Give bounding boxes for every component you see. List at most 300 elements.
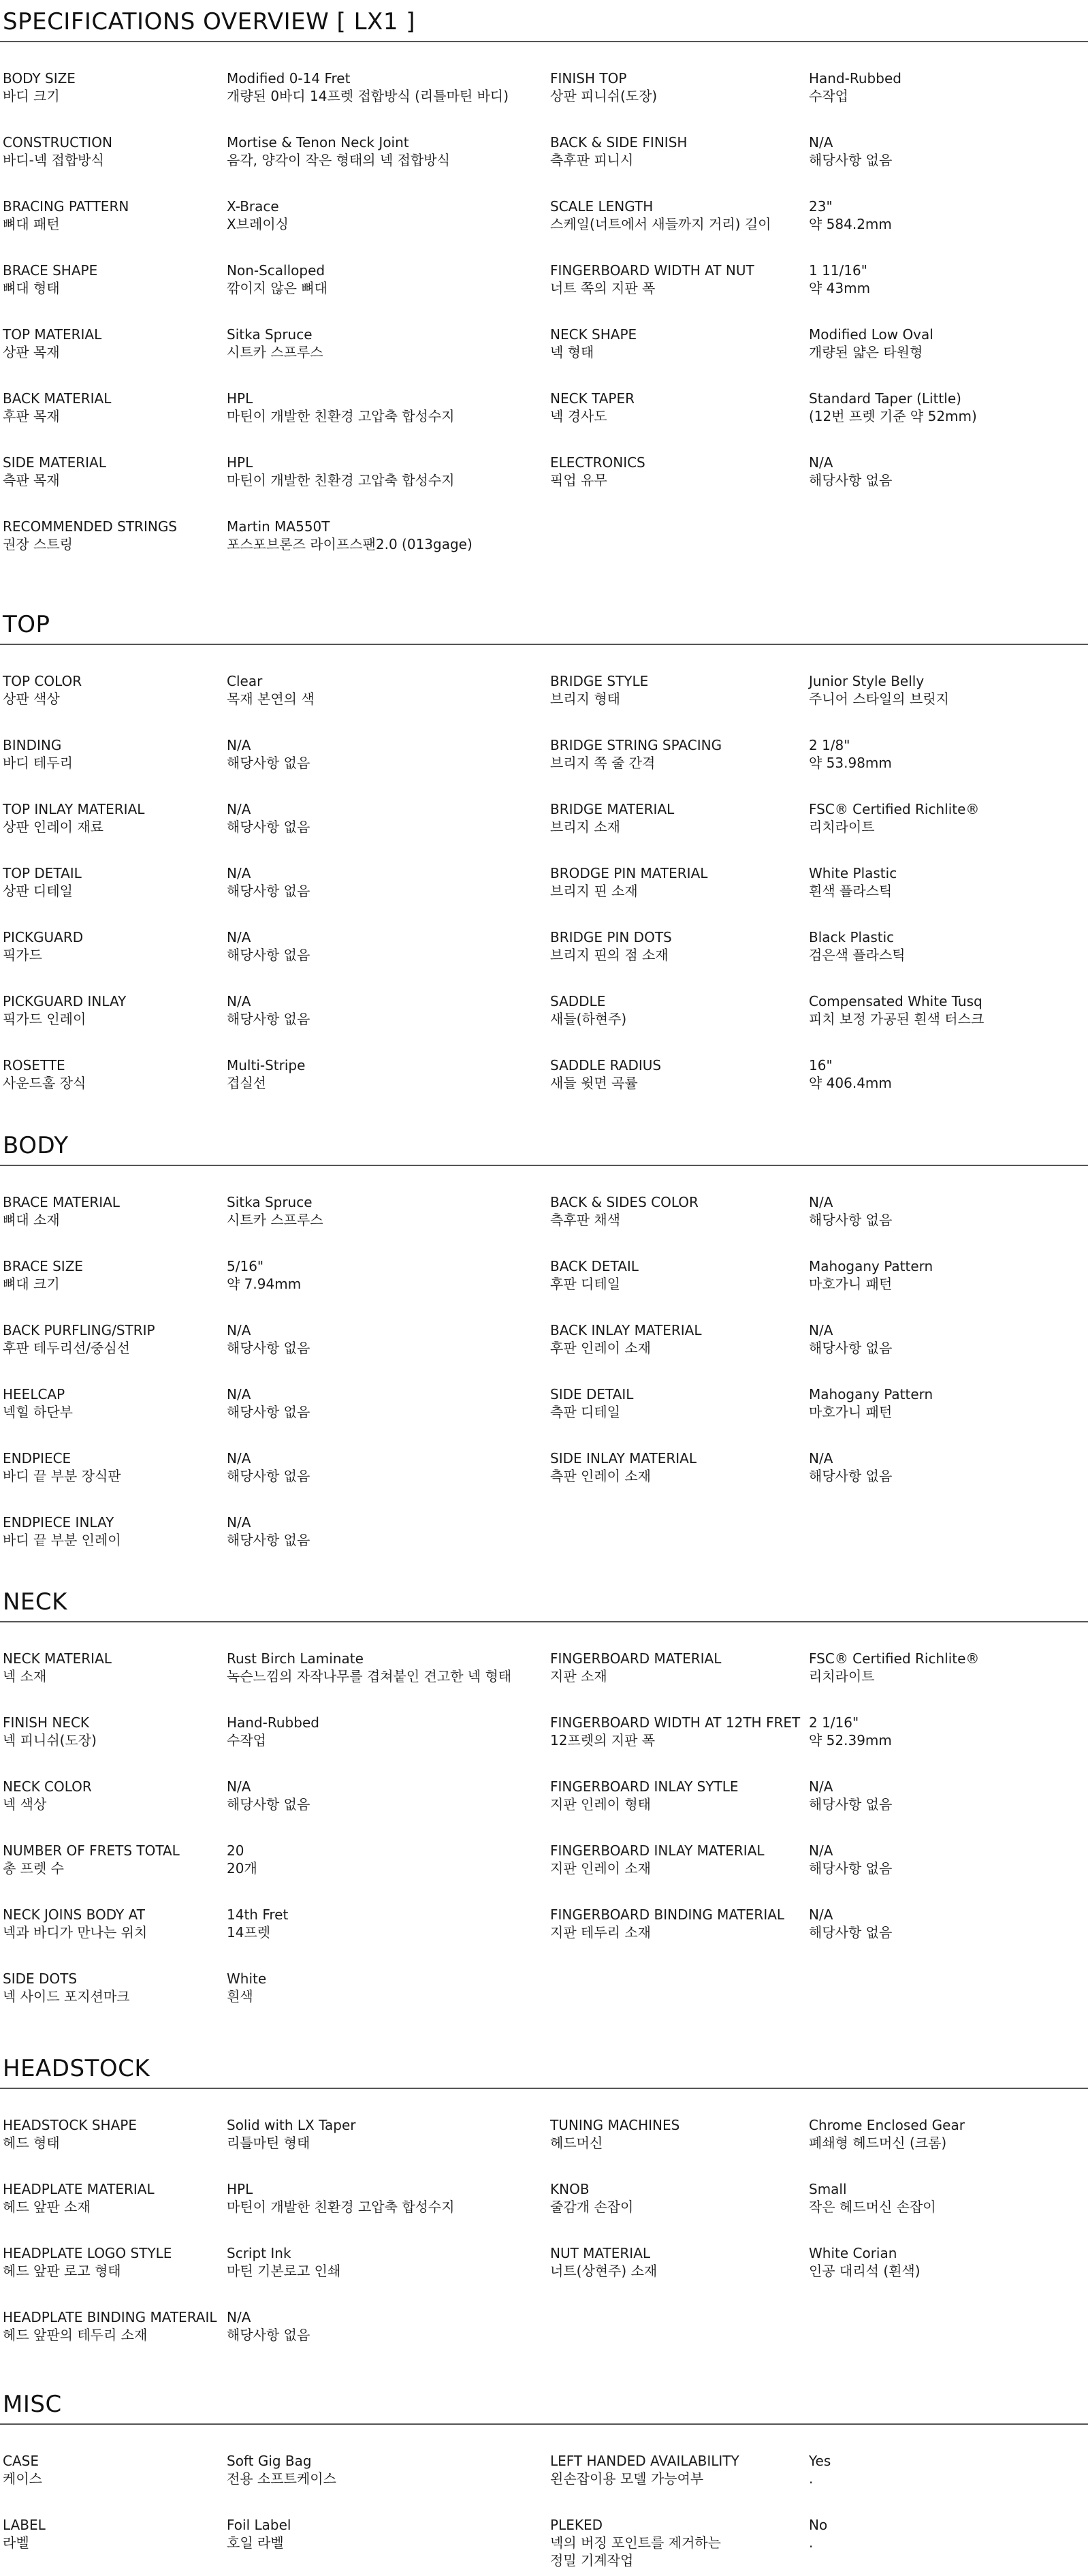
spec-label: [550, 800, 674, 836]
spec-label-primary: SIDE INLAY MATERIAL: [550, 1450, 697, 1466]
spec-row: [0, 928, 1088, 969]
spec-value: [227, 2308, 310, 2344]
spec-label-primary: ELECTRONICS: [550, 454, 645, 471]
spec-value-primary: Mahogany Pattern: [809, 1258, 933, 1274]
spec-label: [3, 262, 97, 297]
spec-label: [3, 2452, 42, 2487]
section-neck: [0, 1588, 1088, 2005]
spec-label: [3, 736, 73, 772]
spec-value-primary: Soft Gig Bag: [227, 2453, 312, 2469]
spec-row: [0, 2180, 1088, 2221]
spec-value-korean: (12번 프렛 기준 약 52mm): [809, 408, 977, 424]
spec-value-primary: N/A: [227, 993, 251, 1009]
spec-value-korean: 흰색 플라스틱: [809, 883, 893, 899]
spec-label-primary: TOP DETAIL: [3, 865, 82, 881]
spec-label: [3, 928, 83, 964]
spec-value: [227, 1970, 266, 2005]
spec-value: [227, 262, 327, 297]
spec-label: [3, 1257, 83, 1293]
spec-value: [227, 1778, 310, 1813]
spec-row: [0, 2244, 1088, 2285]
spec-value-korean: X브레이싱: [227, 216, 289, 232]
spec-value-primary: Script Ink: [227, 2245, 291, 2261]
spec-value-korean: 마틴이 개발한 친환경 고압축 합성수지: [227, 408, 455, 424]
spec-value: [227, 992, 310, 1028]
spec-value: [227, 1257, 301, 1293]
spec-value-korean: 14프렛: [227, 1924, 271, 1941]
spec-value: [809, 992, 984, 1028]
spec-value-primary: Standard Taper (Little): [809, 390, 961, 407]
spec-value: [809, 1842, 892, 1877]
spec-row: [0, 1449, 1088, 1490]
spec-label-primary: BRIDGE STYLE: [550, 673, 649, 689]
spec-label-korean: 후판 디테일: [550, 1276, 620, 1292]
section-top: [0, 611, 1088, 1091]
spec-value-primary: N/A: [227, 1322, 251, 1338]
spec-value-korean: 수작업: [809, 88, 848, 104]
section-title: HEADSTOCK: [3, 2055, 150, 2082]
spec-value-korean: 흰색: [227, 1988, 253, 2005]
spec-label-korean: 픽업 유무: [550, 472, 607, 488]
spec-label-korean: 브리지 형태: [550, 691, 620, 707]
spec-value-primary: FSC® Certified Richlite®: [809, 801, 980, 817]
spec-value-primary: N/A: [809, 134, 833, 151]
spec-row: [0, 1906, 1088, 1947]
spec-label-korean: 넥힐 하단부: [3, 1404, 73, 1420]
spec-value-primary: 2 1/8": [809, 737, 850, 753]
spec-value-korean: 해당사항 없음: [809, 1340, 893, 1356]
spec-label: [3, 1778, 92, 1813]
spec-value-primary: FSC® Certified Richlite®: [809, 1650, 980, 1667]
section-title: SPECIFICATIONS OVERVIEW [ LX1 ]: [3, 8, 416, 35]
spec-label-korean: 상판 디테일: [3, 883, 73, 899]
spec-label-korean: 사운드홀 장식: [3, 1075, 86, 1091]
spec-label-korean: 넥 사이드 포지션마크: [3, 1988, 130, 2005]
spec-label-primary: NUT MATERIAL: [550, 2245, 651, 2261]
spec-row: [0, 1970, 1088, 2011]
spec-value: [809, 262, 870, 297]
spec-label-primary: PLEKED: [550, 2517, 603, 2533]
spec-label-primary: BRIDGE PIN DOTS: [550, 929, 672, 945]
spec-value: [227, 1650, 511, 1685]
spec-value-korean: 겹실선: [227, 1075, 266, 1091]
spec-value-primary: N/A: [227, 1778, 251, 1795]
spec-value: [809, 736, 892, 772]
spec-label-korean: 픽가드: [3, 947, 42, 963]
section-title: NECK: [3, 1588, 67, 1616]
spec-value-primary: Rust Birch Laminate: [227, 1650, 364, 1667]
spec-value-primary: 1 11/16": [809, 262, 867, 279]
spec-label: [550, 198, 771, 233]
spec-value-korean: 해당사항 없음: [809, 1796, 893, 1812]
spec-value: [809, 1906, 892, 1941]
spec-label-korean: 헤드 앞판의 테두리 소재: [3, 2327, 148, 2343]
spec-label-primary: LABEL: [3, 2517, 46, 2533]
spec-value: [809, 1056, 892, 1092]
section-misc: [0, 2391, 1088, 2569]
spec-label-korean: 측판 디테일: [550, 1404, 620, 1420]
spec-value: [809, 1449, 892, 1485]
section-divider: [0, 41, 1088, 42]
spec-value: [809, 1650, 979, 1685]
spec-row: [0, 518, 1088, 559]
spec-value-primary: N/A: [227, 2309, 251, 2325]
spec-label: [550, 1257, 639, 1293]
spec-label: [550, 2516, 721, 2569]
spec-label-korean: 뼈대 소재: [3, 1212, 60, 1228]
spec-value: [227, 928, 310, 964]
spec-value-primary: 2 1/16": [809, 1714, 859, 1731]
spec-value-primary: Solid with LX Taper: [227, 2117, 356, 2133]
spec-value-korean: 해당사항 없음: [227, 2327, 310, 2343]
spec-label-primary: FINGERBOARD MATERIAL: [550, 1650, 722, 1667]
spec-label-primary: PICKGUARD INLAY: [3, 993, 127, 1009]
spec-label: [3, 1513, 121, 1549]
spec-value: [227, 454, 455, 489]
spec-label-korean: 스케일(너트에서 새들까지 거리) 길이: [550, 216, 771, 232]
spec-label-primary: BACK MATERIAL: [3, 390, 112, 407]
spec-value-korean: 수작업: [227, 1732, 266, 1748]
spec-row: [0, 326, 1088, 366]
spec-value-primary: Chrome Enclosed Gear: [809, 2117, 965, 2133]
spec-label: [550, 454, 645, 489]
spec-label: [3, 1449, 121, 1485]
spec-value-korean: 폐쇄형 헤드머신 (크롬): [809, 2135, 947, 2151]
spec-label-primary: NECK SHAPE: [550, 326, 637, 343]
spec-label-primary: NECK MATERIAL: [3, 1650, 112, 1667]
spec-value: [809, 326, 933, 361]
spec-label-korean: 측후판 피니시: [550, 152, 634, 168]
spec-value-primary: HPL: [227, 390, 253, 407]
spec-value-primary: N/A: [227, 737, 251, 753]
spec-label: [550, 1056, 661, 1092]
spec-label-korean: 브리지 쪽 줄 간격: [550, 755, 656, 771]
spec-label-primary: NECK JOINS BODY AT: [3, 1906, 145, 1923]
spec-label-korean: 지판 테두리 소재: [550, 1924, 651, 1941]
spec-value-primary: Modified Low Oval: [809, 326, 933, 343]
spec-label-primary: ENDPIECE INLAY: [3, 1514, 114, 1530]
spec-value: [809, 1778, 892, 1813]
spec-label: [550, 262, 754, 297]
spec-value-primary: Hand-Rubbed: [227, 1714, 319, 1731]
spec-label-primary: BRACE MATERIAL: [3, 1194, 120, 1210]
spec-label-korean: 케이스: [3, 2470, 42, 2487]
spec-value-primary: Sitka Spruce: [227, 326, 313, 343]
spec-value: [227, 518, 473, 553]
spec-label-primary: FINISH NECK: [3, 1714, 90, 1731]
spec-value-korean: 해당사항 없음: [809, 1468, 893, 1484]
spec-row: [0, 133, 1088, 174]
spec-value-korean: 검은색 플라스틱: [809, 947, 906, 963]
section-divider: [0, 1165, 1088, 1166]
spec-value-primary: Modified 0-14 Fret: [227, 70, 351, 87]
spec-value-korean: 주니어 스타일의 브릿지: [809, 691, 949, 707]
spec-label: [3, 390, 111, 425]
spec-value-korean: 해당사항 없음: [227, 947, 310, 963]
spec-label: [3, 2516, 46, 2551]
spec-label-primary: HEADPLATE LOGO STYLE: [3, 2245, 172, 2261]
spec-label: [3, 1193, 120, 1229]
spec-label-primary: BRACING PATTERN: [3, 198, 129, 215]
spec-value: [227, 69, 509, 105]
spec-value-primary: 23": [809, 198, 833, 215]
spec-label-korean: 브리지 소재: [550, 819, 620, 835]
section-title: MISC: [3, 2391, 62, 2418]
spec-value-primary: White Plastic: [809, 865, 897, 881]
spec-value-korean: 개량된 얇은 타원형: [809, 344, 923, 360]
spec-value-korean: 포스포브론즈 라이프스팬2.0 (013gage): [227, 536, 473, 552]
spec-value-korean: 해당사항 없음: [227, 1796, 310, 1812]
spec-value-korean: 해당사항 없음: [227, 883, 310, 899]
spec-row: [0, 736, 1088, 777]
spec-value-korean: 해당사항 없음: [227, 755, 310, 771]
spec-value-primary: White Corian: [809, 2245, 897, 2261]
spec-value: [227, 1449, 310, 1485]
spec-label: [3, 69, 76, 105]
spec-label-korean: 브리지 핀의 점 소재: [550, 947, 669, 963]
section-headstock: [0, 2055, 1088, 2343]
spec-value: [809, 2244, 921, 2280]
spec-label-korean: 넥 소재: [3, 1668, 47, 1684]
spec-label-korean: 헤드 앞판 로고 형태: [3, 2263, 121, 2279]
spec-value-primary: White: [227, 1970, 267, 1987]
spec-label-primary: BRACE SHAPE: [3, 262, 98, 279]
spec-row: [0, 800, 1088, 841]
spec-value-primary: N/A: [227, 1450, 251, 1466]
spec-value-primary: N/A: [809, 1906, 833, 1923]
spec-value-primary: 5/16": [227, 1258, 264, 1274]
spec-label-primary: SIDE MATERIAL: [3, 454, 106, 471]
spec-label: [3, 800, 144, 836]
spec-row: [0, 672, 1088, 713]
spec-value: [809, 1193, 892, 1229]
spec-label-korean: 측후판 채색: [550, 1212, 620, 1228]
spec-label: [3, 1906, 147, 1941]
spec-value-primary: Foil Label: [227, 2517, 291, 2533]
spec-label-primary: HEADPLATE BINDING MATERAIL: [3, 2309, 217, 2325]
spec-label: [550, 1193, 699, 1229]
spec-row: [0, 262, 1088, 302]
spec-label-primary: SADDLE RADIUS: [550, 1057, 662, 1073]
spec-label-korean: 헤드 형태: [3, 2135, 60, 2151]
spec-label-primary: CONSTRUCTION: [3, 134, 112, 151]
spec-label: [550, 133, 687, 169]
spec-value-korean: 리치라이트: [809, 1668, 875, 1684]
spec-label: [3, 2308, 217, 2344]
spec-label-korean: 새들 윗면 곡률: [550, 1075, 638, 1091]
spec-value-korean: 해당사항 없음: [227, 1340, 310, 1356]
spec-label-korean: 픽가드 인레이: [3, 1011, 86, 1027]
spec-label: [550, 69, 657, 105]
spec-label-primary: BODY SIZE: [3, 70, 76, 87]
spec-value-primary: N/A: [227, 801, 251, 817]
spec-row: [0, 454, 1088, 494]
spec-value: [809, 1257, 933, 1293]
spec-row: [0, 992, 1088, 1033]
spec-value: [227, 390, 455, 425]
spec-value-primary: Clear: [227, 673, 263, 689]
spec-value-korean: 시트카 스프루스: [227, 344, 323, 360]
spec-value-korean: 전용 소프트케이스: [227, 2470, 336, 2487]
spec-value: [809, 454, 892, 489]
spec-row: [0, 1321, 1088, 1362]
spec-label-primary: PICKGUARD: [3, 929, 84, 945]
spec-label-korean: 후판 테두리선/중심선: [3, 1340, 130, 1356]
spec-value: [227, 1842, 257, 1877]
spec-label-korean: 바디 크기: [3, 88, 60, 104]
spec-label-korean: 뼈대 크기: [3, 1276, 60, 1292]
spec-value-korean: 마호가니 패턴: [809, 1276, 893, 1292]
spec-value-primary: N/A: [227, 1386, 251, 1402]
spec-label: [550, 1906, 784, 1941]
spec-value: [809, 800, 979, 836]
spec-value-korean: 마틴이 개발한 친환경 고압축 합성수지: [227, 2199, 455, 2215]
spec-value-korean: 작은 헤드머신 손잡이: [809, 2199, 936, 2215]
spec-value-primary: Mortise & Tenon Neck Joint: [227, 134, 409, 151]
spec-value: [227, 1906, 288, 1941]
spec-label-korean: 라벨: [3, 2534, 29, 2551]
spec-label: [550, 864, 707, 900]
spec-label-primary: HEADPLATE MATERIAL: [3, 2181, 155, 2197]
spec-value-korean: 약 406.4mm: [809, 1075, 892, 1091]
spec-label-primary: KNOB: [550, 2181, 590, 2197]
spec-label: [3, 672, 82, 708]
spec-label: [3, 864, 82, 900]
spec-label: [550, 992, 626, 1028]
spec-label: [3, 1970, 130, 2005]
spec-label-korean: 상판 인레이 재료: [3, 819, 103, 835]
section-divider: [0, 1621, 1088, 1622]
spec-label-korean: 상판 목재: [3, 344, 60, 360]
spec-label-primary: CASE: [3, 2453, 39, 2469]
spec-value-primary: X-Brace: [227, 198, 279, 215]
spec-value-primary: Compensated White Tusq: [809, 993, 982, 1009]
spec-value-korean: 시트카 스프루스: [227, 1212, 323, 1228]
spec-value-korean: 목재 본연의 색: [227, 691, 315, 707]
spec-value-primary: Sitka Spruce: [227, 1194, 313, 1210]
spec-value: [227, 672, 315, 708]
spec-label-korean: 지판 인레이 형태: [550, 1796, 651, 1812]
spec-label: [550, 1842, 765, 1877]
spec-label-primary: BACK DETAIL: [550, 1258, 639, 1274]
spec-label-korean: 왼손잡이용 모델 가능여부: [550, 2470, 704, 2487]
spec-label-primary: FINGERBOARD WIDTH AT NUT: [550, 262, 754, 279]
spec-label-korean: 바디 테두리: [3, 755, 73, 771]
spec-value-korean: 리치라이트: [809, 819, 875, 835]
spec-label-primary: SADDLE: [550, 993, 606, 1009]
spec-label-primary: BRACE SIZE: [3, 1258, 84, 1274]
spec-label: [3, 992, 126, 1028]
spec-value-primary: 16": [809, 1057, 833, 1073]
spec-value: [227, 864, 310, 900]
spec-value: [227, 800, 310, 836]
spec-value-primary: HPL: [227, 454, 253, 471]
spec-value-primary: Multi-Stripe: [227, 1057, 306, 1073]
spec-label-korean: 후판 인레이 소재: [550, 1340, 651, 1356]
spec-value-primary: N/A: [809, 1194, 833, 1210]
spec-label-korean: 권장 스트링: [3, 536, 73, 552]
spec-value-korean: 마틴 기본로고 인쇄: [227, 2263, 341, 2279]
spec-row: [0, 198, 1088, 238]
spec-label: [3, 133, 112, 169]
spec-label-korean: 상판 색상: [3, 691, 60, 707]
spec-label: [550, 1449, 697, 1485]
spec-label: [550, 1385, 633, 1421]
spec-label-primary: FINISH TOP: [550, 70, 627, 87]
spec-label: [3, 1321, 155, 1357]
spec-value-primary: Yes: [809, 2453, 831, 2469]
spec-label-korean: 바디 끝 부분 장식판: [3, 1468, 121, 1484]
spec-label-primary: HEELCAP: [3, 1386, 65, 1402]
spec-value-korean: 약 52.39mm: [809, 1732, 892, 1748]
spec-label-korean: 뼈대 패턴: [3, 216, 60, 232]
spec-value: [809, 1321, 892, 1357]
spec-value: [809, 198, 892, 233]
spec-label: [3, 1385, 73, 1421]
spec-value: [809, 2452, 831, 2487]
spec-value-primary: N/A: [809, 1842, 833, 1859]
spec-value: [809, 2116, 965, 2152]
spec-label-primary: TUNING MACHINES: [550, 2117, 680, 2133]
spec-value: [227, 1714, 319, 1749]
spec-value-korean: 개량된 0바디 14프렛 접합방식 (리틀마틴 바디): [227, 88, 509, 104]
spec-value-primary: Non-Scalloped: [227, 262, 325, 279]
spec-label: [3, 2116, 137, 2152]
spec-value-primary: No: [809, 2517, 828, 2533]
spec-value: [227, 2116, 355, 2152]
spec-label: [550, 736, 722, 772]
spec-value: [809, 864, 897, 900]
spec-value-korean: 해당사항 없음: [227, 819, 310, 835]
spec-label: [550, 2116, 679, 2152]
spec-label: [550, 1778, 739, 1813]
spec-label-primary: TOP INLAY MATERIAL: [3, 801, 145, 817]
spec-value-primary: N/A: [809, 1778, 833, 1795]
spec-label: [550, 2180, 633, 2216]
spec-label: [550, 672, 648, 708]
spec-label-korean: 넥 색상: [3, 1796, 47, 1812]
spec-label: [3, 2180, 155, 2216]
spec-row: [0, 1056, 1088, 1097]
spec-value: [809, 2516, 827, 2551]
spec-label-primary: HEADSTOCK SHAPE: [3, 2117, 137, 2133]
spec-value-korean: 마틴이 개발한 친환경 고압축 합성수지: [227, 472, 455, 488]
spec-label-korean: 넥의 버징 포인트를 제거하는 정밀 기계작업: [550, 2534, 721, 2569]
spec-value-korean: 해당사항 없음: [809, 1860, 893, 1876]
spec-label-korean: 넥 형태: [550, 344, 594, 360]
spec-label-korean: 지판 인레이 소재: [550, 1860, 651, 1876]
spec-label-primary: BACK & SIDES COLOR: [550, 1194, 699, 1210]
spec-label-korean: 12프렛의 지판 폭: [550, 1732, 656, 1748]
spec-label-korean: 너트(상현주) 소재: [550, 2263, 658, 2279]
spec-label: [550, 1714, 800, 1749]
spec-value-korean: 약 7.94mm: [227, 1276, 302, 1292]
spec-value: [227, 326, 323, 361]
spec-label: [3, 2244, 172, 2280]
spec-label: [550, 390, 635, 425]
spec-value: [809, 928, 906, 964]
spec-value: [809, 2180, 936, 2216]
spec-label-primary: TOP COLOR: [3, 673, 82, 689]
spec-value-korean: .: [809, 2470, 814, 2487]
spec-value-korean: 해당사항 없음: [227, 1532, 310, 1548]
spec-value: [809, 133, 892, 169]
spec-label-primary: FINGERBOARD BINDING MATERIAL: [550, 1906, 785, 1923]
spec-value-korean: 해당사항 없음: [227, 1404, 310, 1420]
spec-row: [0, 1714, 1088, 1755]
spec-label-primary: NECK COLOR: [3, 1778, 92, 1795]
section-divider: [0, 2423, 1088, 2425]
